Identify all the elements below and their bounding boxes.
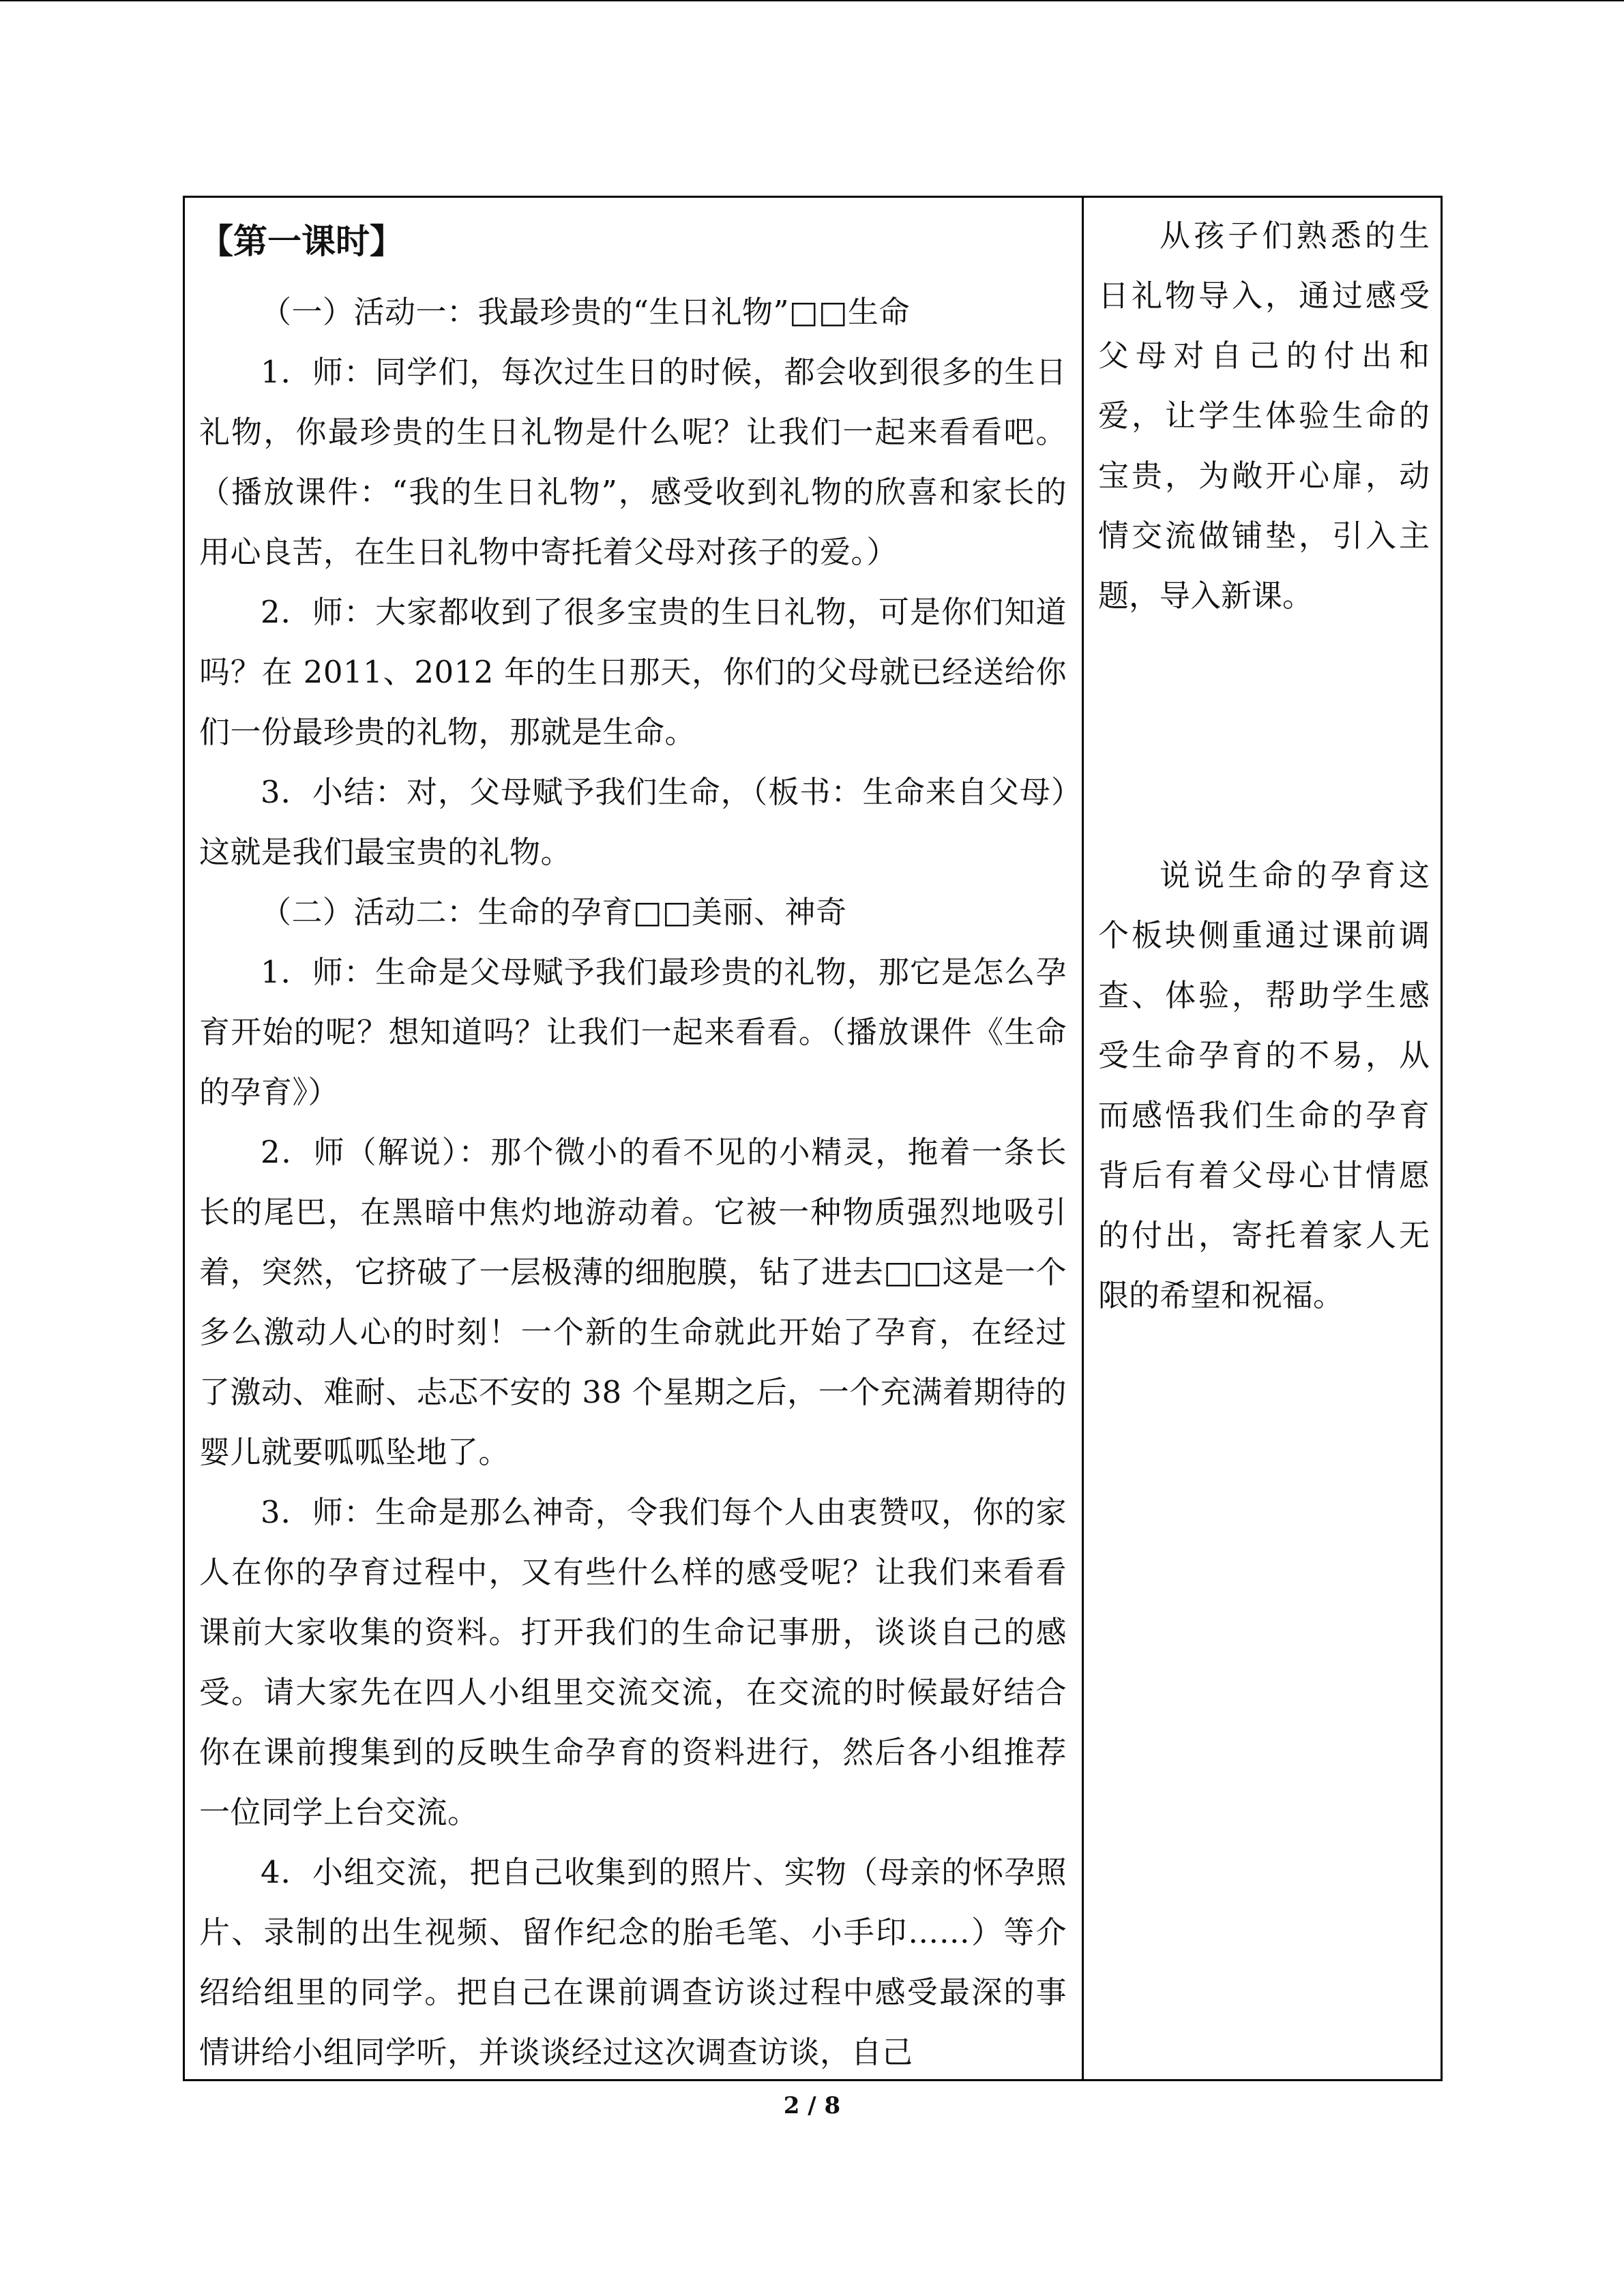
page-number: 2 / 8 <box>783 2092 841 2119</box>
lesson-content-column <box>199 206 1067 2083</box>
paragraph: 2．师（解说）：那个微小的看不见的小精灵，拖着一条长长的尾巴，在黑暗中焦灼地游动着。它被一种物质强烈地吸引着，突然，它挤破了一层极薄的细胞膜，钻了进去□□这是一个多么激动人心的时刻！一个新的生命就此开始了孕育，在经过了激动、难耐、忐忑不安的 38 个星期之后，一个充满着期待的婴儿就要呱呱坠地了。 <box>199 1134 1067 1470</box>
design-notes-column <box>1098 206 1430 1326</box>
paragraph: 1．师：生命是父母赋予我们最珍贵的礼物，那它是怎么孕育开始的呢？想知道吗？让我们一起来看看。（播放课件《生命的孕育》） <box>199 954 1067 1110</box>
paragraph: 3．小结：对，父母赋予我们生命，（板书：生命来自父母）这就是我们最宝贵的礼物。 <box>199 774 1067 870</box>
design-note: 从孩子们熟悉的生日礼物导入，通过感受父母对自己的付出和爱，让学生体验生命的宝贵，为敞开心扉，动情交流做铺垫，引入主题，导入新课。 <box>1098 218 1430 614</box>
paragraph: 2．师：大家都收到了很多宝贵的生日礼物，可是你们知道吗？在 2011、2012 年的生日那天，你们的父母就已经送给你们一份最珍贵的礼物，那就是生命。 <box>199 594 1067 750</box>
paragraph: 1．师：同学们，每次过生日的时候，都会收到很多的生日礼物，你最珍贵的生日礼物是什么呢？让我们一起来看看吧。（播放课件：“我的生日礼物”，感受收到礼物的欣喜和家长的用心良苦，在生日礼物中寄托着父母对孩子的爱。） <box>199 354 1067 570</box>
activity-two-title: （二）活动二：生命的孕育□□美丽、神奇 <box>261 894 847 930</box>
column-divider <box>1082 196 1084 2081</box>
design-note: 说说生命的孕育这个板块侧重通过课前调查、体验，帮助学生感受生命孕育的不易，从而感悟我们生命的孕育背后有着父母心甘情愿的付出，寄托着家人无限的希望和祝福。 <box>1098 857 1430 1313</box>
top-rule <box>0 0 1624 1</box>
paragraph: 3．师：生命是那么神奇，令我们每个人由衷赞叹，你的家人在你的孕育过程中，又有些什么样的感受呢？让我们来看看课前大家收集的资料。打开我们的生命记事册，谈谈自己的感受。请大家先在四人小组里交流交流，在交流的时候最好结合你在课前搜集到的反映生命孕育的资料进行，然后各小组推荐一位同学上台交流。 <box>199 1494 1067 1830</box>
section-heading: 【第一课时】 <box>199 221 404 261</box>
paragraph: 4．小组交流，把自己收集到的照片、实物（母亲的怀孕照片、录制的出生视频、留作纪念的胎毛笔、小手印……）等介绍给组里的同学。把自己在课前调查访谈过程中感受最深的事情讲给小组同学听，并谈谈经过这次调查访谈，自己 <box>199 1854 1067 2070</box>
spacer <box>1098 626 1430 846</box>
activity-one-title: （一）活动一：我最珍贵的“生日礼物”□□生命 <box>261 294 911 330</box>
